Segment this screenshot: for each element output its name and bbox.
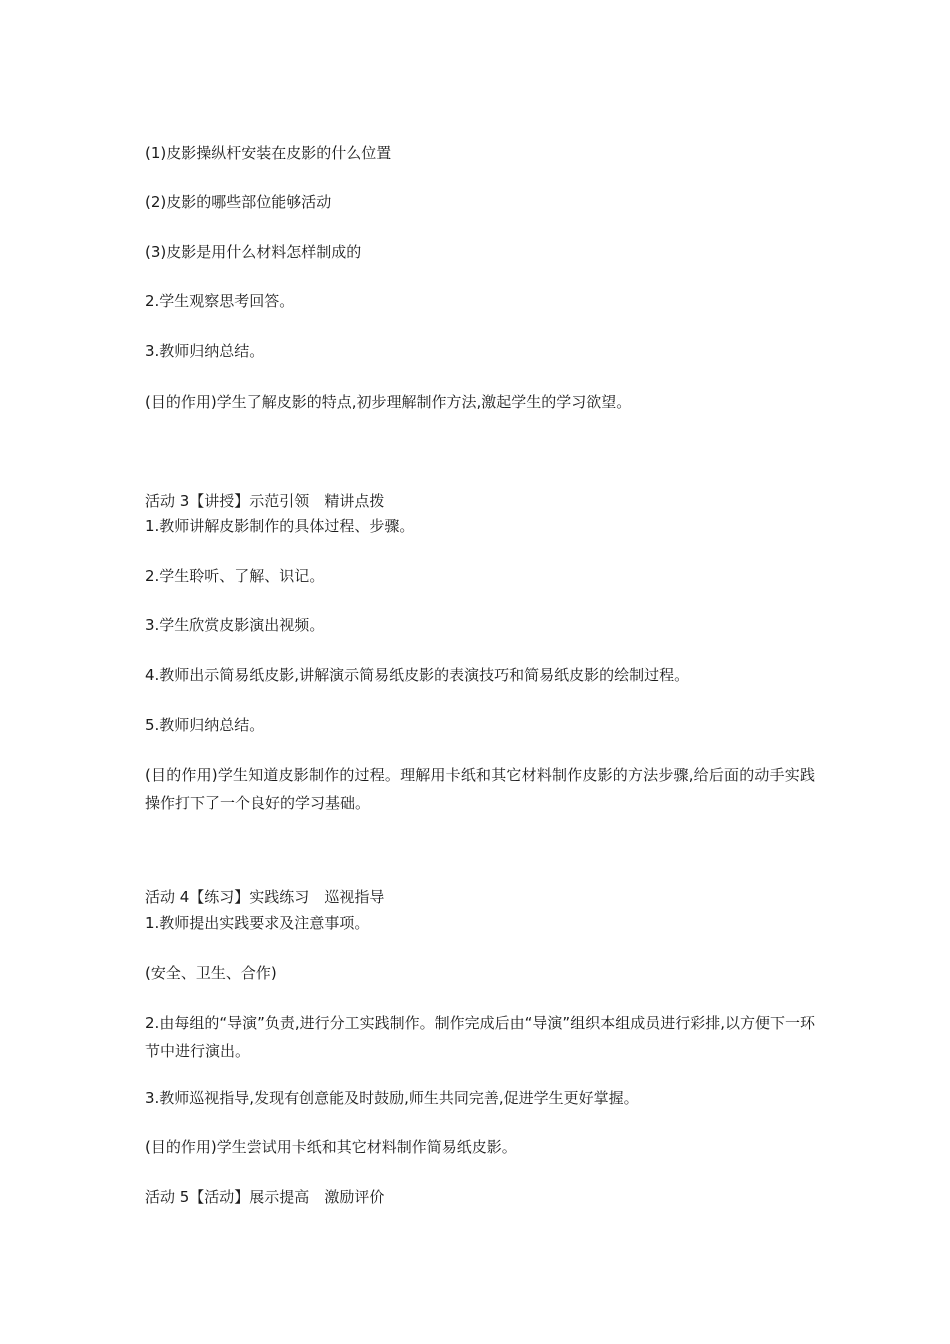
activity-4-purpose: (目的作用)学生尝试用卡纸和其它材料制作简易纸皮影。 xyxy=(145,1138,517,1156)
activity-3-step-3: 3.学生欣赏皮影演出视频。 xyxy=(145,616,325,634)
step-2: 2.学生观察思考回答。 xyxy=(145,292,295,310)
activity-4-note: (安全、卫生、合作) xyxy=(145,964,277,982)
activity-4-heading: 活动 4【练习】实践练习 巡视指导 xyxy=(145,888,385,906)
activity-3-step-2: 2.学生聆听、了解、识记。 xyxy=(145,567,325,585)
activity-3-step-4: 4.教师出示简易纸皮影,讲解演示简易纸皮影的表演技巧和简易纸皮影的绘制过程。 xyxy=(145,666,690,684)
activity-3-step-1: 1.教师讲解皮影制作的具体过程、步骤。 xyxy=(145,517,415,535)
activity-4-step-2: 2.由每组的“导演”负责,进行分工实践制作。制作完成后由“导演”组织本组成员进行彩排,以方便下一环节中进行演出。 xyxy=(145,1014,815,1060)
purpose-paragraph: (目的作用)学生了解皮影的特点,初步理解制作方法,激起学生的学习欲望。 xyxy=(145,393,632,411)
step-3: 3.教师归纳总结。 xyxy=(145,342,265,360)
activity-4-step-1: 1.教师提出实践要求及注意事项。 xyxy=(145,914,370,932)
activity-3-heading: 活动 3【讲授】示范引领 精讲点拨 xyxy=(145,492,385,510)
question-1: (1)皮影操纵杆安装在皮影的什么位置 xyxy=(145,144,392,162)
activity-4-step-3: 3.教师巡视指导,发现有创意能及时鼓励,师生共同完善,促进学生更好掌握。 xyxy=(145,1089,639,1107)
activity-5-heading: 活动 5【活动】展示提高 激励评价 xyxy=(145,1188,385,1206)
activity-3-step-5: 5.教师归纳总结。 xyxy=(145,716,265,734)
question-3: (3)皮影是用什么材料怎样制成的 xyxy=(145,243,362,261)
activity-3-purpose: (目的作用)学生知道皮影制作的过程。理解用卡纸和其它材料制作皮影的方法步骤,给后面的动手实践操作打下了一个良好的学习基础。 xyxy=(145,766,815,812)
question-2: (2)皮影的哪些部位能够活动 xyxy=(145,193,332,211)
